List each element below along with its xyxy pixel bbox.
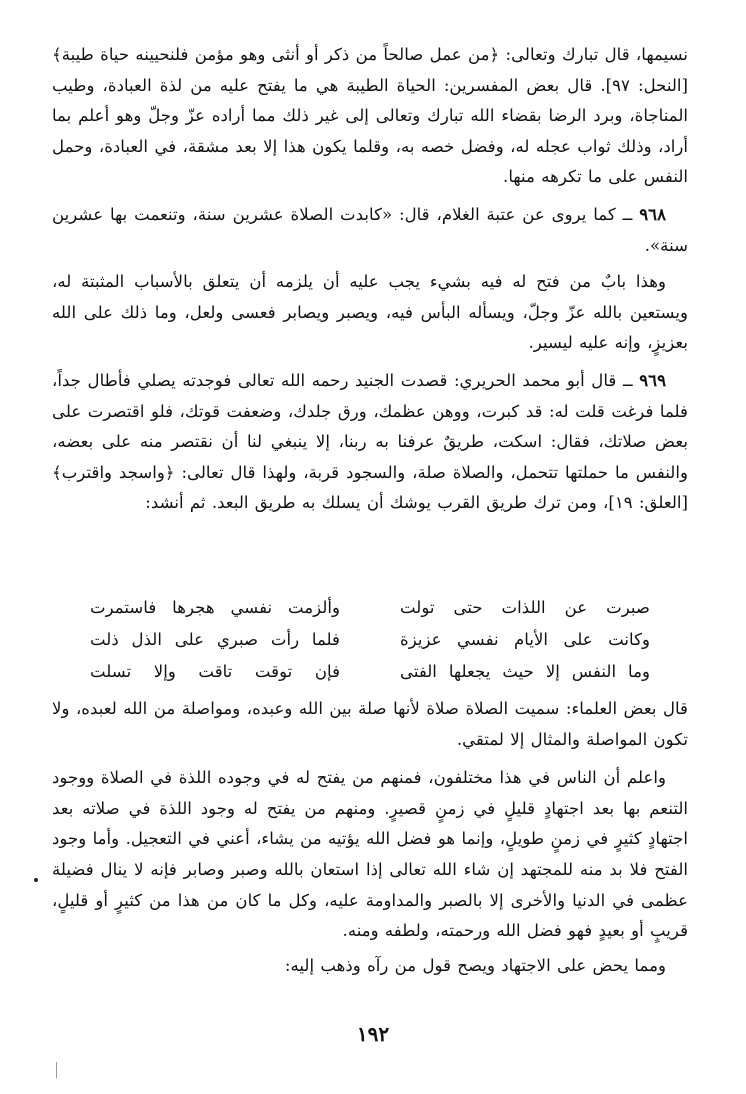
poem-second-hemistich: فلما رأت صبري على الذل ذلت [90, 630, 340, 649]
poem-first-hemistich: صبرت عن اللذات حتى تولت [400, 598, 650, 617]
poem-verse [90, 592, 650, 624]
poem [90, 592, 650, 688]
margin-dot [34, 878, 38, 882]
item-number-969: ٩٦٩ [639, 369, 666, 390]
poem-second-hemistich: وألزمت نفسي هجرها فاستمرت [90, 598, 340, 617]
paragraph-969-text: ــ قال أبو محمد الحريري: قصدت الجنيد رحمه الله تعالى فوجدته يصلي فأطال جداً، فلما فرغت قلت له: قد كبرت، ووهن عظمك، ورق جلدك، وضعفت قوتك، فلو اقتصرت على بعض صلاتك، فقال: اسكت، طريقٌ عرفنا به ربنا، إلا ينبغي لنا أن نقتصر منه على بعضه، والنفس ما حملتها تتحمل، والصلاة صلة، والسجود قربة، ولهذا قال تعالى: ﴿واسجد واقترب﴾ [العلق: ١٩]، ومن ترك طريق القرب يوشك أن يسلك به طريق البعد. ثم أنشد: [52, 370, 688, 513]
paragraph-968-text: ــ كما يروى عن عتبة الغلام، قال: «كابدت الصلاة عشرين سنة، وتنعمت بها عشرين سنة». [52, 204, 688, 255]
text-block-top [52, 40, 688, 519]
poem-first-hemistich: وكانت على الأيام نفسي عزيزة [400, 630, 650, 649]
poem-second-hemistich: فإن توقت تاقت وإلا تسلت [90, 662, 340, 681]
paragraph-scholars: قال بعض العلماء: سميت الصلاة صلاة لأنها صلة بين الله وعبده، ومواصلة من الله لعبده، ولا تكون المواصلة والمثال إلا لمتقي. [52, 699, 688, 749]
poem-verse [90, 624, 650, 656]
scan-mark [56, 1062, 57, 1078]
paragraph-people-differ: واعلم أن الناس في هذا مختلفون، فمنهم من يفتح له في وجوده اللذة في الصلاة ووجود التنعم بها بعد اجتهادٍ قليلٍ في زمنٍ قصيرٍ. ومنهم من يفتح له وجود اللذة في صلاته بعد اجتهادٍ كثيرٍ في زمنٍ طويلٍ، وإنما هو فضل الله يؤتيه من يشاء، أعني في التعجيل. وأما وجود الفتح فلا بد منه للمجتهد إن شاء الله تعالى إذا استعان بالله وصبر وصابر فإنه لا ينال فضيلة عظمى في الدنيا والأخرى إلا بالصبر والمداومة عليه، وكل ما كان من هذا من كثيرٍ أو قليلٍ، قريبٍ أو بعيدٍ فهو فضل الله ورحمته، ولطفه ومنه. [52, 768, 688, 941]
page-number: ١٩٢ [356, 1022, 390, 1046]
poem-verse [90, 656, 650, 688]
paragraph-969 [52, 365, 688, 519]
paragraph-encouragement: ومما يحض على الاجتهاد ويصح قول من رآه وذهب إليه: [284, 955, 666, 975]
item-number-968: ٩٦٨ [639, 203, 666, 224]
paragraph-968 [52, 199, 688, 261]
text-block-bottom [52, 694, 688, 981]
paragraph-door: وهذا بابٌ من فتح له فيه بشيء يجب عليه أن يلزمه أن يتعلق بالأسباب المثبتة له، ويستعين بالله عزّ وجلّ، ويسأله البأس فيه، ويصبر ويصابر فعسى ولعل، وما ذلك على الله بعزيزٍ، وإنه عليه ليسير. [52, 272, 688, 353]
poem-first-hemistich: وما النفس إلا حيث يجعلها الفتى [400, 662, 650, 681]
paragraph-continuation: نسيمها، قال تبارك وتعالى: ﴿من عمل صالحاً من ذكر أو أنثى وهو مؤمن فلنحيينه حياة طيبة﴾ [النحل: ٩٧]. قال بعض المفسرين: الحياة الطيبة هي ما يفتح عليه من لذة العبادة، وطيب المناجاة، وبرد الرضا بقضاء الله تبارك وتعالى إلى غير ذلك مما أراده عزّ وجلّ وهو أعلم بما أراد، وذلك ثواب عجله له، وفضل خصه به، وقلما يكون هذا إلا بعد مشقة، في العبادة، وحمل النفس على ما تكرهه منها. [52, 45, 688, 187]
